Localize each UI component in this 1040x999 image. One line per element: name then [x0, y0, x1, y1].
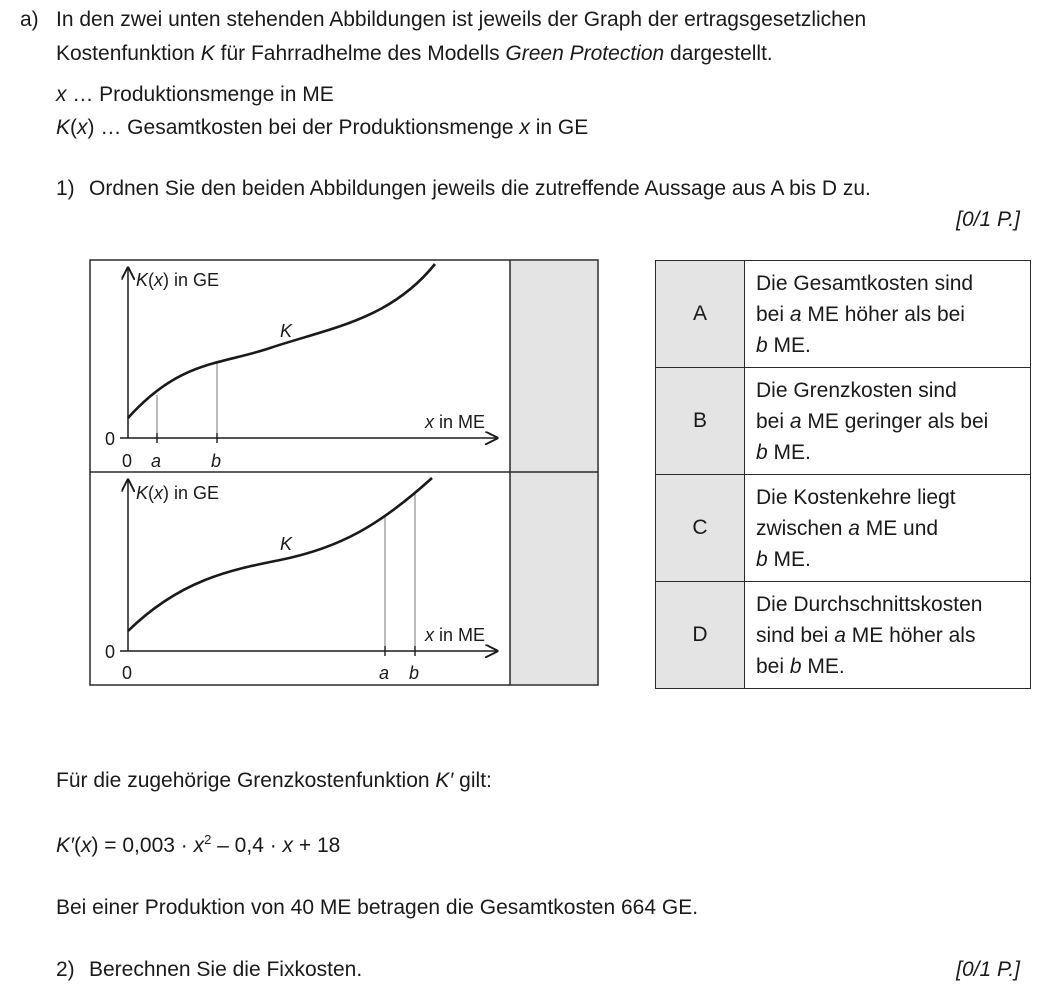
intro-text: dargestellt.	[664, 42, 773, 65]
definition-text: … Produktionsmenge in ME	[66, 83, 334, 106]
task-2-points: [0/1 P.]	[956, 958, 1020, 981]
choice-row-a	[656, 261, 1031, 368]
statement-text: ME.	[767, 547, 811, 571]
statement-text: ME geringer als bei	[801, 409, 989, 433]
formula-text: ) = 0,003 ·	[91, 834, 194, 857]
tick-label-b: b	[211, 451, 222, 471]
formula-text: – 0,4 ·	[211, 834, 283, 857]
origin-x-label: 0	[122, 451, 133, 471]
intro-line-1: In den zwei unten stehenden Abbildungen ist jeweils der Graph der ertragsgesetzlichen	[56, 8, 867, 31]
statement-text: bei	[756, 654, 790, 678]
model-name: Green Protection	[505, 42, 665, 65]
intro-text: Für die zugehörige Grenzkostenfunktion	[56, 769, 436, 792]
statement-text: bei	[756, 302, 790, 326]
variable-a: a	[848, 516, 860, 540]
curve-label-k: K	[280, 321, 293, 341]
statement-line: Die Durchschnittskosten	[756, 592, 983, 616]
variable-a: a	[789, 302, 802, 326]
tick-label-b: b	[409, 663, 420, 683]
variable-x: x	[77, 116, 88, 139]
intro-text: Kostenfunktion	[56, 42, 201, 65]
x-axis-label: x in ME	[425, 625, 486, 645]
y-axis-label: K(x) in GE	[136, 270, 220, 290]
statement-text: sind bei	[756, 623, 835, 647]
production-statement: Bei einer Produktion von 40 ME betragen die Gesamtkosten 664 GE.	[56, 896, 699, 919]
intro-text: für Fahrradhelme des Modells	[214, 42, 506, 65]
choice-letter: A	[656, 261, 745, 368]
exponent: 2	[204, 832, 212, 847]
choice-row-d	[656, 582, 1031, 689]
statement-line: Die Kostenkehre liegt	[756, 485, 956, 509]
paren: )	[87, 116, 95, 139]
tick-label-a: a	[379, 663, 390, 683]
task-2-number: 2)	[56, 958, 75, 981]
choice-statement	[745, 368, 1031, 475]
choice-letter: D	[656, 582, 745, 689]
variable-a: a	[834, 623, 846, 647]
variable-b: b	[789, 654, 802, 678]
marginal-cost-formula	[56, 832, 340, 858]
task-1-points: [0/1 P.]	[956, 208, 1020, 231]
statement-text: zwischen	[756, 516, 849, 540]
graph-2	[105, 478, 497, 683]
choice-table	[655, 260, 1031, 689]
statement-line: Die Gesamtkosten sind	[756, 271, 974, 295]
statement-text: ME und	[859, 516, 939, 540]
y-axis-label: K(x) in GE	[136, 483, 220, 503]
statement-text: ME höher als bei	[801, 302, 965, 326]
task-1-number: 1)	[56, 177, 75, 200]
x-axis-label: x in ME	[425, 412, 486, 432]
paren: (	[73, 834, 81, 857]
variable-b: b	[756, 333, 768, 357]
choice-row-b	[656, 368, 1031, 475]
statement-text: ME.	[801, 654, 845, 678]
definition-text: in GE	[529, 116, 589, 139]
variable-x: x	[80, 834, 92, 857]
statement-text: ME.	[767, 333, 811, 357]
statement-text: ME.	[767, 440, 811, 464]
origin-x-label: 0	[122, 663, 133, 683]
variable-x: x	[193, 834, 205, 857]
intro-text: gilt:	[453, 769, 492, 792]
part-label: a)	[20, 8, 39, 31]
variable-b: b	[756, 547, 768, 571]
function-symbol-k: K	[56, 116, 71, 139]
choice-letter: B	[656, 368, 745, 475]
variable-x: x	[56, 83, 67, 106]
statement-text: bei	[756, 409, 790, 433]
origin-y-label: 0	[105, 429, 116, 449]
variable-b: b	[756, 440, 768, 464]
marginal-cost-intro	[56, 769, 492, 793]
task-2-text: Berechnen Sie die Fixkosten.	[89, 958, 363, 981]
tick-label-a: a	[151, 451, 162, 471]
graph-1	[105, 264, 497, 471]
variable-a: a	[789, 409, 802, 433]
statement-line: Die Grenzkosten sind	[756, 378, 957, 402]
formula-text: + 18	[293, 834, 341, 857]
origin-y-label: 0	[105, 642, 116, 662]
definition-text: … Gesamtkosten bei der Produktionsmenge	[94, 116, 520, 139]
variable-x: x	[519, 116, 530, 139]
task-1-text: Ordnen Sie den beiden Abbildungen jeweils die zutreffende Aussage aus A bis D zu.	[89, 177, 871, 200]
function-symbol-k: K	[200, 42, 215, 65]
function-symbol-k-prime: K′	[56, 834, 74, 857]
choice-statement	[745, 261, 1031, 368]
choice-row-c	[656, 475, 1031, 582]
statement-text: ME höher als	[845, 623, 976, 647]
curve-label-k: K	[280, 534, 293, 554]
paren: (	[70, 116, 78, 139]
choice-letter: C	[656, 475, 745, 582]
variable-x: x	[282, 834, 294, 857]
choice-statement	[745, 475, 1031, 582]
function-symbol-k-prime: K′	[435, 769, 454, 792]
choice-statement	[745, 582, 1031, 689]
